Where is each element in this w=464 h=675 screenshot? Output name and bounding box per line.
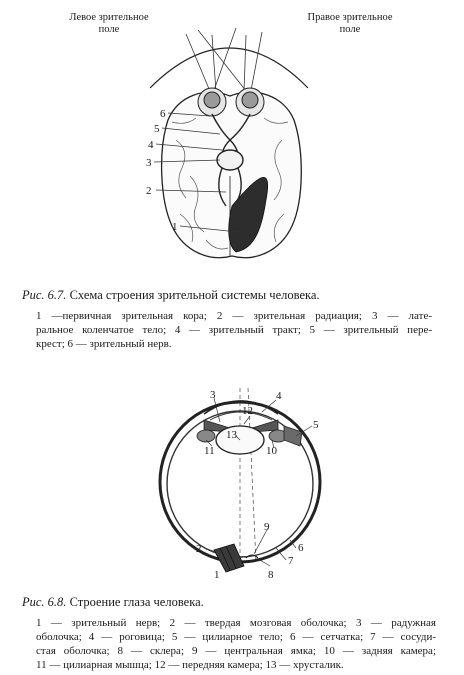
fig2-number-9: 9 bbox=[264, 521, 270, 533]
left-visual-field-label: Левое зрительное поле bbox=[69, 12, 149, 35]
fig2-number-4: 4 bbox=[276, 390, 282, 402]
fig2-number-12: 12 bbox=[242, 405, 253, 417]
fig2-number-6: 6 bbox=[298, 542, 304, 554]
fig1-number-6: 6 bbox=[160, 108, 166, 120]
figure1-legend-line: 1 —первичная зрительная кора; 2 — зрительная радиация; 3 — лате- bbox=[36, 310, 432, 322]
fig1-number-4: 4 bbox=[148, 139, 154, 151]
figure2-caption-title: Строение глаза человека. bbox=[69, 595, 204, 609]
fig2-number-11: 11 bbox=[204, 445, 215, 457]
optic-nerve bbox=[214, 544, 244, 572]
figure2-legend-line: стая оболочка; 8 — склера; 9 — центральная ямка; 10 — задняя камера; bbox=[36, 645, 436, 657]
fig1-number-5: 5 bbox=[154, 123, 160, 135]
figure2-caption bbox=[22, 595, 204, 610]
fig2-number-13: 13 bbox=[226, 429, 237, 441]
fig1-number-2: 2 bbox=[146, 185, 152, 197]
figure1-legend-line: ральное коленчатое тело; 4 — зрительный тракт; 5 — зрительный пере- bbox=[36, 324, 432, 336]
figure2-legend-line: 11 — цилиарная мышца; 12 — передняя камера; 13 — хрусталик. bbox=[36, 659, 344, 671]
fig2-number-3: 3 bbox=[210, 389, 216, 401]
fig2-number-10: 10 bbox=[266, 445, 277, 457]
figure2-caption-prefix: Рис. 6.8. bbox=[22, 595, 67, 609]
figure2-legend bbox=[36, 616, 436, 672]
figure1-caption-title: Схема строения зрительной системы человека. bbox=[69, 288, 320, 302]
fig2-number-7: 7 bbox=[288, 555, 294, 567]
fig2-number-2: 2 bbox=[196, 543, 202, 555]
figure2-legend-line: 1 — зрительный нерв; 2 — твердая мозговая оболочка; 3 — радужная bbox=[36, 617, 436, 629]
right-visual-field-label: Правое зрительное поле bbox=[307, 12, 393, 35]
fig1-number-1: 1 bbox=[172, 221, 178, 233]
figure1-legend-line: крест; 6 — зрительный нерв. bbox=[36, 338, 172, 350]
figure1-caption-prefix: Рис. 6.7. bbox=[22, 288, 67, 302]
fig2-number-1: 1 bbox=[214, 569, 220, 581]
fig1-number-3: 3 bbox=[146, 157, 152, 169]
fig2-number-8: 8 bbox=[268, 569, 274, 581]
figure2-legend-line: оболочка; 4 — роговица; 5 — цилиарное тело; 6 — сетчатка; 7 — сосуди- bbox=[36, 631, 436, 643]
fig2-number-5: 5 bbox=[313, 419, 319, 431]
